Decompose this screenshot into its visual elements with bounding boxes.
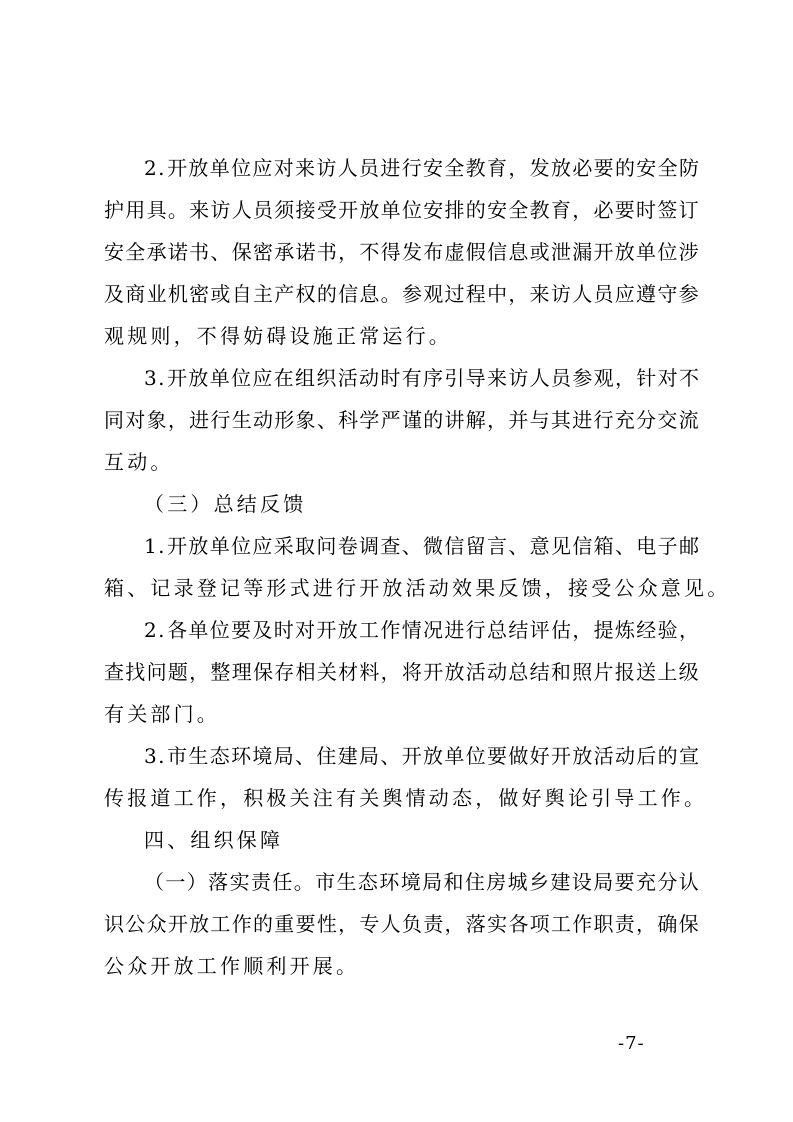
paragraph-line: 识 公 众 开 放 工 作 的 重 要 性 ， 专 人 负 责 ， 落 实 各 项 工 作 职 责 ， 确 保	[104, 912, 699, 936]
paragraph-line: 同 对 象 ， 进 行 生 动 形 象 、 科 学 严 谨 的 讲 解 ， 并 与 其 进 行 充 分 交 流	[104, 408, 699, 432]
section-heading: 四、组织保障	[144, 828, 284, 852]
paragraph-line: （ 一 ） 落 实 责 任 。 市 生 态 环 境 局 和 住 房 城 乡 建 设 局 要 充 分 认	[144, 870, 699, 894]
paragraph-line: 公众开放工作顺利开展。	[104, 954, 360, 978]
paragraph-line: 观规则，不得妨碍设施正常运行。	[104, 324, 452, 348]
paragraph-line: 护 用 具 。 来 访 人 员 须 接 受 开 放 单 位 安 排 的 安 全 教 育 ， 必 要 时 签 订	[104, 198, 699, 222]
paragraph-line: 2 . 开 放 单 位 应 对 来 访 人 员 进 行 安 全 教 育 ， 发 放 必 要 的 安 全 防	[144, 156, 699, 180]
paragraph-line: 箱、记录登记等形式进行开放活动效果反馈，接受公众意见。	[104, 576, 731, 600]
paragraph-line: 3 . 开 放 单 位 应 在 组 织 活 动 时 有 序 引 导 来 访 人 员 参 观 ， 针 对 不	[144, 366, 699, 390]
paragraph-line: 互动。	[104, 450, 174, 474]
paragraph-line: 有关部门。	[104, 702, 220, 726]
paragraph-line: 及 商 业 机 密 或 自 主 产 权 的 信 息 。 参 观 过 程 中 ， 来 访 人 员 应 遵 守 参	[104, 282, 699, 306]
paragraph-line: 安 全 承 诺 书 、 保 密 承 诺 书 ， 不 得 发 布 虚 假 信 息 或 泄 漏 开 放 单 位 涉	[104, 240, 699, 264]
paragraph-line: 传报道工作，积极关注有关舆情动态，做好舆论引导工作。	[104, 786, 708, 810]
paragraph-line: 3 . 市 生 态 环 境 局 、 住 建 局 、 开 放 单 位 要 做 好 开 放 活 动 后 的 宣	[144, 744, 699, 768]
page-number: -7-	[618, 1033, 645, 1054]
paragraph-line: 1 . 开 放 单 位 应 采 取 问 卷 调 查 、 微 信 留 言 、 意 见 信 箱 、 电 子 邮	[144, 534, 699, 558]
section-heading: （三）总结反馈	[144, 492, 307, 516]
paragraph-line: 2 . 各 单 位 要 及 时 对 开 放 工 作 情 况 进 行 总 结 评 估 ， 提 炼 经 验 ，	[144, 618, 699, 642]
paragraph-line: 查 找 问 题 ， 整 理 保 存 相 关 材 料 ， 将 开 放 活 动 总 结 和 照 片 报 送 上 级	[104, 660, 699, 684]
